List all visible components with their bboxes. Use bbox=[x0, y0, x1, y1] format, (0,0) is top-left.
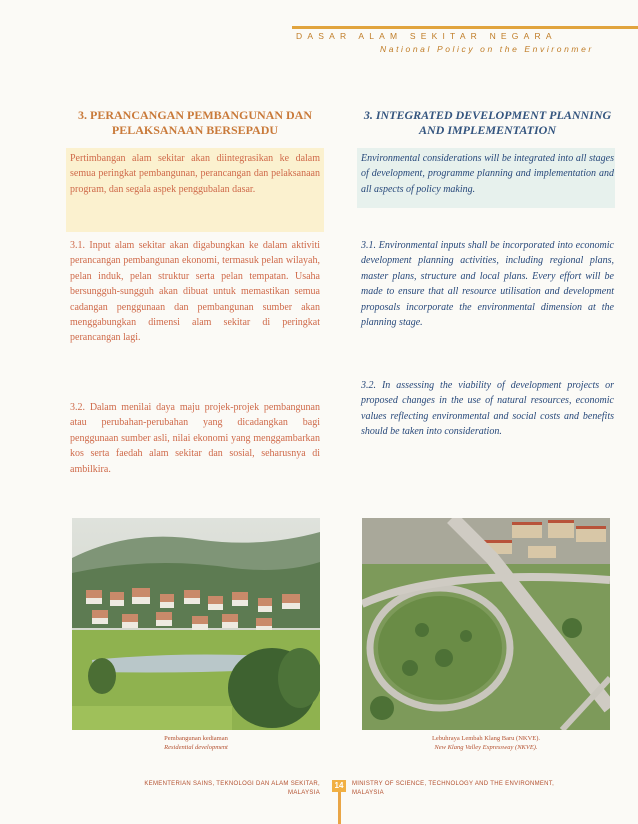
malay-intro-paragraph: Pertimbangan alam sekitar akan diintegrasikan ke dalam semua peringkat pembangunan, perancangan dan pelaksanaan program, dan segala aspek penggubalan dasar. bbox=[70, 153, 320, 195]
left-photo-caption-english: Residential development bbox=[164, 744, 228, 751]
footer-ministry-english-line2: MALAYSIA bbox=[352, 790, 384, 796]
english-paragraph-3-1: 3.1. Environmental inputs shall be incorporated into economic development planning activities, including regional plans, master plans, structure and local plans. Every effort will be made to ensure that all resource utilisation and development proposals incorporate the environmental dimension at the planning stage. bbox=[361, 240, 614, 329]
right-photo-caption-english: New Klang Valley Expressway (NKVE). bbox=[434, 744, 538, 751]
footer-ministry-malay bbox=[120, 780, 320, 798]
footer-ministry-english-line1: MINISTRY OF SCIENCE, TECHNOLOGY AND THE ENVIRONMENT, bbox=[352, 781, 555, 787]
left-photo-caption-malay: Pembangunan kediaman bbox=[164, 735, 228, 742]
residential-development-photo bbox=[72, 518, 320, 730]
footer-ministry-english bbox=[352, 780, 592, 798]
footer-ministry-malay-line2: MALAYSIA bbox=[288, 790, 320, 796]
header-title-malay: DASAR ALAM SEKITAR NEGARA bbox=[296, 31, 557, 41]
right-photo-caption-malay: Lebuhraya Lembah Klang Baru (NKVE). bbox=[431, 735, 541, 742]
malay-section-heading: 3. PERANCANGAN PEMBANGUNAN DAN PELAKSANAAN BERSEPADU bbox=[78, 108, 312, 137]
highway-interchange-photo bbox=[362, 518, 610, 730]
page-number: 14 bbox=[332, 780, 346, 792]
english-intro-paragraph: Environmental considerations will be integrated into all stages of development, programme planning and implementation and all aspects of policy making. bbox=[361, 153, 614, 195]
header-title-english: National Policy on the Environmer bbox=[380, 44, 594, 54]
malay-paragraph-3-1: 3.1. Input alam sekitar akan digabungkan ke dalam aktiviti perancangan pembangunan ekonomi, termasuk pelan wilayah, pelan induk, pelan struktur serta pelan tempatan. Usaha bersungguh-sungguh akan dibuat untuk memastikan semua cadangan penggunaan dan pembangunan sumber akan menggabungkan dimensi alam sekitar di peringkat perancangan lagi. bbox=[70, 240, 320, 344]
footer-ministry-malay-line1: KEMENTERIAN SAINS, TEKNOLOGI DAN ALAM SEKITAR, bbox=[144, 781, 320, 787]
malay-paragraph-3-2: 3.2. Dalam menilai daya maju projek-projek pembangunan atau perubahan-perubahan yang dicadangkan bagi penggunaan sumber asli, nilai ekonomi yang menggambarkan kos serta faedah alam sekitar dan sosial, seharusnya di ambilkira. bbox=[70, 402, 320, 475]
page-number-bar bbox=[338, 792, 341, 824]
english-section-heading: 3. INTEGRATED DEVELOPMENT PLANNING AND IMPLEMENTATION bbox=[363, 108, 612, 137]
english-paragraph-3-2: 3.2. In assessing the viability of development projects or proposed changes in the use of natural resources, economic values reflecting environmental and social costs and benefits should be taken into consideration. bbox=[361, 380, 614, 438]
header-rule bbox=[292, 26, 638, 29]
